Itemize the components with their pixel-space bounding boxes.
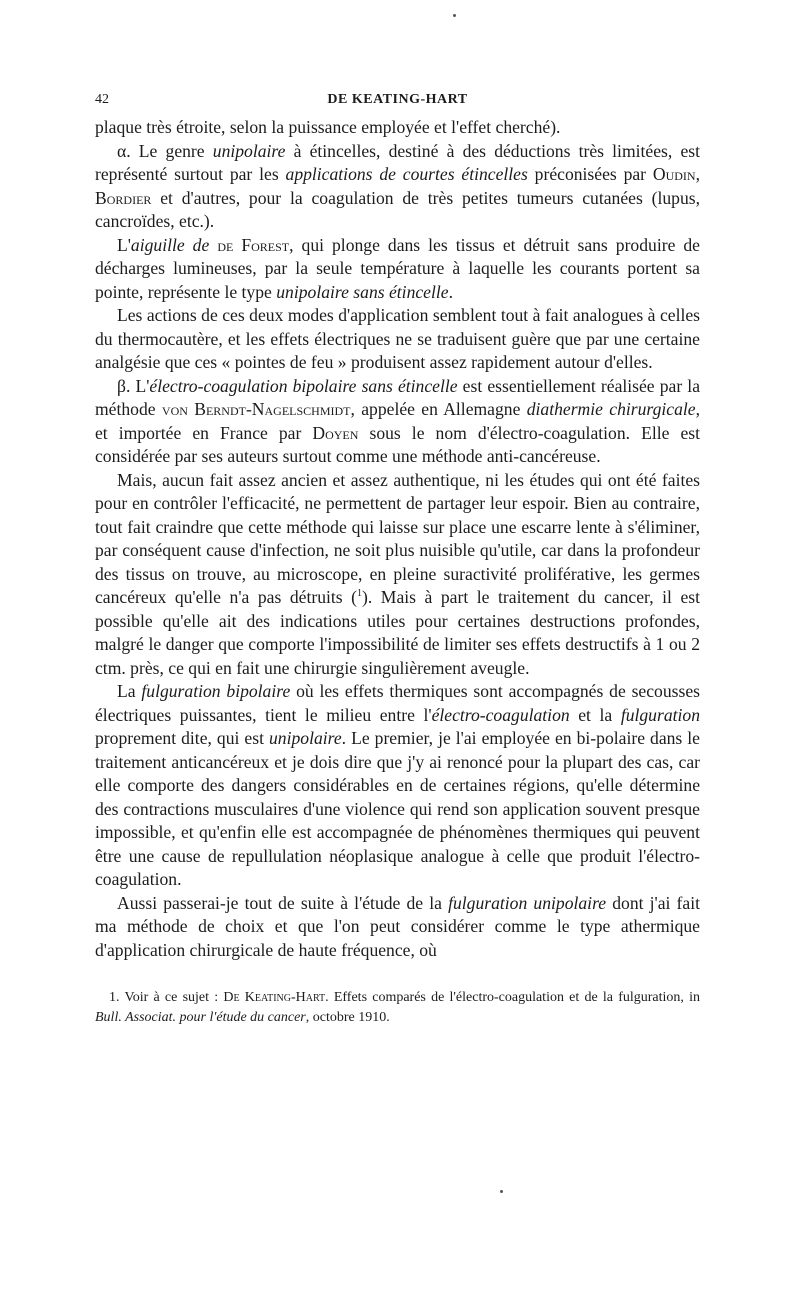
- text-run: L': [117, 234, 131, 255]
- italic-term: fulguration: [620, 704, 700, 725]
- text-run: , octobre 1910.: [305, 1010, 390, 1025]
- italic-term: aiguille de: [130, 234, 210, 255]
- paragraph-fulguration-bipolaire: [95, 680, 700, 892]
- text-run: proprement dite, qui est: [95, 728, 269, 748]
- running-title: DE KEATING-HART: [327, 92, 468, 107]
- italic-term: fulguration bipolaire: [141, 681, 291, 701]
- book-page: [95, 90, 700, 1028]
- text-run: et la: [569, 704, 621, 725]
- text-run: Mais, aucun fait assez ancien et assez authentique, ni les études qui ont été faites pour en contrôler l'efficacité, ne permettent de partager leur espoir. Bien au contraire, tout fait craindre que cette méthode qui laisse sur place une escarre lente à s'éliminer, par conséquent cause d'infection, ne soit plus nuisible qu'utile, car dans la profondeur des tissus on trouve, au microscope, en pleine suractivité proliférative, les germes cancéreux qu'elle n'a pas détruits (: [95, 469, 700, 607]
- paragraph-beta: [95, 375, 700, 469]
- italic-term: fulguration unipolaire: [448, 892, 607, 913]
- paragraph-1: plaque très étroite, selon la puissance employée et l'effet cherché).: [95, 117, 561, 137]
- italic-term: unipolaire: [269, 728, 342, 748]
- body-text: [95, 116, 700, 962]
- text-run: où les effets thermiques sont accompagnés de secousses électriques puissantes, tient le milieu entre l': [95, 681, 700, 725]
- italic-term: applications de courtes étincelles: [285, 164, 528, 184]
- author-name: von Berndt-Nagelschmidt: [161, 399, 351, 419]
- text-run: Aussi passerai-je tout de suite à l'étude de la: [117, 892, 449, 913]
- author-name: de Forest: [217, 234, 290, 255]
- italic-term: électro-coagulation: [431, 704, 570, 725]
- text-run: sous le nom d'électro-coagulation. Elle est considérée par ses auteurs surtout comme une méthode anti-cancéreuse.: [95, 422, 700, 466]
- running-header: [95, 90, 700, 116]
- text-run: à étincelles, destiné à des déductions très limitées, est représenté surtout par les: [95, 140, 700, 184]
- text-run: est essentiellement réalisée par la méthode: [95, 375, 701, 419]
- print-speck-top: [453, 14, 456, 17]
- text-run: .: [448, 281, 453, 302]
- text-run: , appelée en Allemagne: [350, 399, 527, 419]
- paragraph-forest: [95, 234, 700, 305]
- journal-title: Bull. Associat. pour l'étude du cancer: [95, 1010, 306, 1025]
- paragraph-alpha: [95, 140, 700, 234]
- italic-term: unipolaire sans étincelle: [276, 281, 449, 302]
- text-run: dont j'ai fait ma méthode de choix et que l'on peut considérer comme le type athermique d'application chirurgicale de haute fréquence, où: [95, 892, 700, 960]
- text-run: ,: [695, 164, 700, 184]
- footnote-1: [95, 988, 700, 1028]
- author-name: Oudin: [652, 164, 696, 184]
- text-run: β. L': [117, 375, 150, 396]
- italic-term: unipolaire: [212, 140, 286, 161]
- text-run: La: [117, 681, 142, 701]
- paragraph-aussi: [95, 892, 700, 963]
- text-run: préconisées par: [527, 164, 653, 184]
- footnotes: [95, 988, 700, 1028]
- italic-term: électro-coagulation bipolaire sans étincelle: [149, 375, 458, 396]
- author-name: Doyen: [312, 422, 359, 443]
- text-run: et d'autres, pour la coagulation de très petites tumeurs cutanées (lupus, cancroïdes, etc.).: [95, 187, 700, 231]
- italic-term: diathermie chirurgicale: [526, 399, 696, 419]
- author-name: Bordier: [95, 187, 152, 208]
- print-speck-bottom: [500, 1190, 503, 1193]
- text-run: . Effets comparés de l'électro-coagulation et de la fulguration, in: [325, 990, 701, 1005]
- footnote-marker: 1: [357, 588, 363, 600]
- text-run: ). Mais à part le traitement du cancer, il est possible qu'elle ait des indications utiles pour certaines destructions profondes, malgré le danger que comporte l'impossibilité de limiter ses effets destructifs à 1 ou 2 ctm. près, ce qui en fait une chirurgie singulièrement aveugle.: [95, 587, 700, 678]
- paragraph-mais: [95, 469, 700, 681]
- text-run: , qui plonge dans les tissus et détruit sans produire de décharges lumineuses, par la seule température à laquelle les courants portent sa pointe, représente le type: [95, 234, 700, 302]
- author-name: De Keating-Hart: [223, 990, 326, 1005]
- text-run: 1. Voir à ce sujet :: [109, 990, 224, 1005]
- page-number: 42: [95, 92, 109, 107]
- text-run: α. Le genre: [117, 140, 213, 161]
- text-run: . Le premier, je l'ai employée en bi-polaire dans le traitement anticancéreux et je dois dire que j'y ai renoncé pour la plupart des cas, car elle comporte des dangers considérables en de certaines régions, qu'elle détermine des contractions musculaires d'une violence qui rend son application souvent presque impossible, et qu'enfin elle est accompagnée de phénomènes thermiques qui peuvent être une cause de repullulation néoplasique analogue à celle que produit l'électro-coagulation.: [95, 728, 700, 889]
- paragraph-actions: Les actions de ces deux modes d'application semblent tout à fait analogues à celles du thermocautère, et les effets électriques ne se traduisent guère que par une certaine analgésie que ces « pointes de feu » produisent assez rapidement autour d'elles.: [95, 305, 700, 372]
- text-run: , et importée en France par: [95, 399, 700, 443]
